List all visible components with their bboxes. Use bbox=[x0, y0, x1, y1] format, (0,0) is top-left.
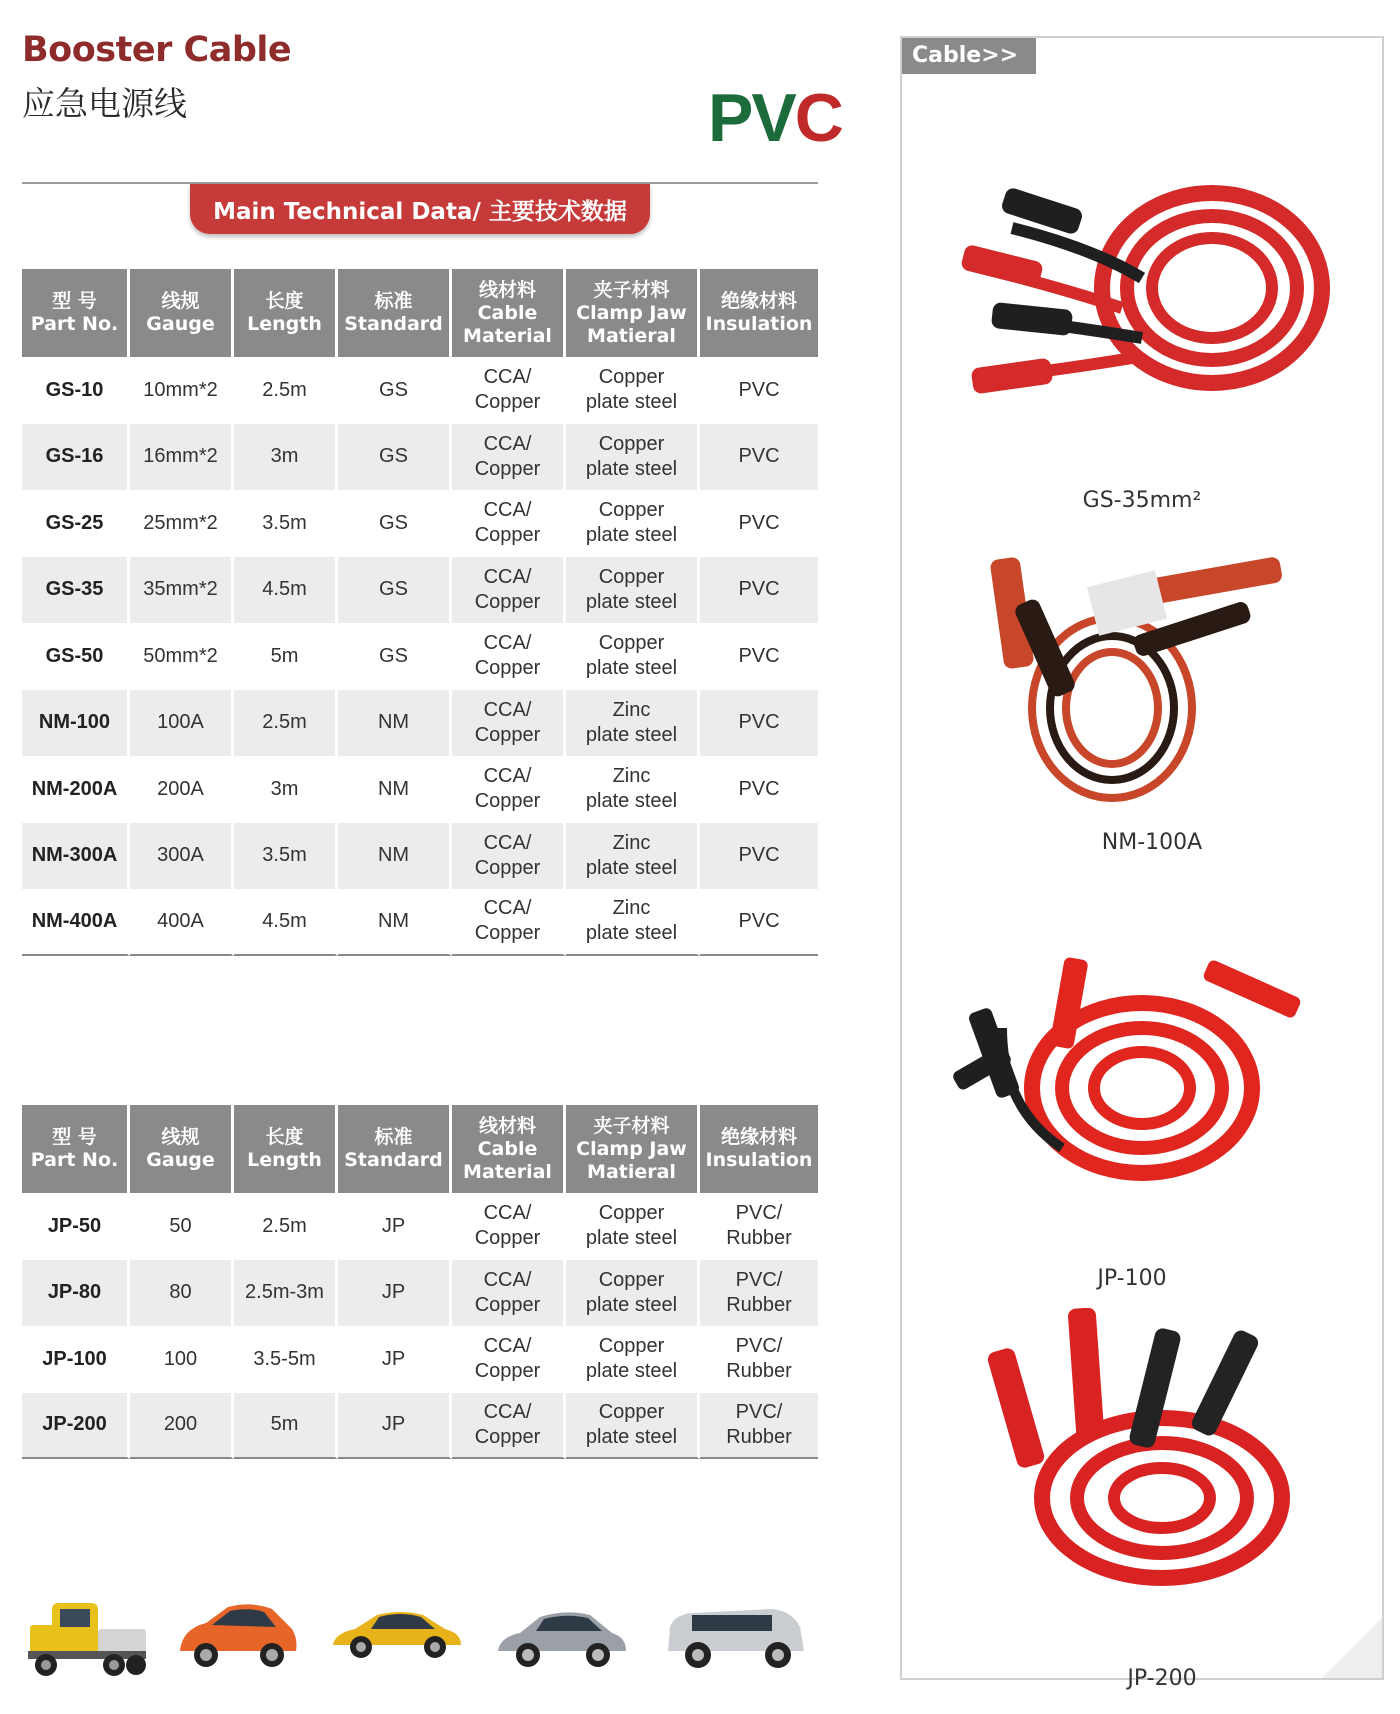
header-length bbox=[234, 269, 338, 357]
insulation-cell-text: PVC/ bbox=[735, 1268, 783, 1291]
product-caption: JP-100 bbox=[1097, 1266, 1167, 1291]
clamp-material-cell bbox=[566, 557, 700, 624]
product-caption: JP-200 bbox=[1127, 1666, 1197, 1691]
part-no-cell-text: NM-100 bbox=[38, 711, 111, 734]
panel-tab: Cable>> bbox=[902, 38, 1036, 74]
part-no-cell bbox=[22, 1326, 130, 1393]
gauge-cell bbox=[130, 889, 234, 956]
gauge-cell-text: 100 bbox=[163, 1347, 198, 1370]
insulation-cell-text: PVC bbox=[738, 844, 780, 867]
cable-image bbox=[942, 1308, 1342, 1608]
clamp-material-cell bbox=[566, 1193, 700, 1260]
part-no-cell bbox=[22, 557, 130, 624]
standard-cell-text: JP bbox=[381, 1281, 406, 1304]
cable-material-cell-text: CCA/ bbox=[483, 698, 532, 721]
header-en: Gauge bbox=[146, 1149, 215, 1171]
clamp-material-cell bbox=[566, 823, 700, 890]
cable-material-cell-text: CCA/ bbox=[483, 765, 532, 788]
product-panel bbox=[900, 36, 1384, 1691]
vehicle-strip bbox=[22, 1585, 818, 1685]
insulation-cell-text: Rubber bbox=[726, 1293, 792, 1316]
clamp-material-cell bbox=[566, 490, 700, 557]
product-caption: NM-100A bbox=[1101, 830, 1203, 855]
page-curl bbox=[1322, 1618, 1382, 1678]
insulation-cell-text: PVC bbox=[738, 909, 780, 932]
truck-image bbox=[22, 1585, 152, 1685]
product-caption: GS-35mm² bbox=[1082, 488, 1202, 513]
insulation-cell-text: PVC bbox=[738, 378, 780, 401]
clamp-material-cell-text: plate steel bbox=[585, 457, 678, 480]
pvc-logo-green: PV bbox=[708, 80, 795, 156]
clamp-material-cell-text: Zinc bbox=[612, 831, 651, 854]
table-row bbox=[22, 823, 818, 890]
cable-material-cell-text: Copper bbox=[474, 1425, 541, 1448]
table-row bbox=[22, 889, 818, 956]
clamp-material-cell-text: Zinc bbox=[612, 765, 651, 788]
insulation-cell bbox=[700, 823, 818, 890]
gauge-cell bbox=[130, 1393, 234, 1460]
clamp-material-cell-text: Copper bbox=[598, 1268, 665, 1291]
gauge-cell bbox=[130, 690, 234, 757]
length-cell bbox=[234, 490, 338, 557]
cable-material-cell-text: Copper bbox=[474, 657, 541, 680]
length-cell-text: 5m bbox=[270, 1413, 299, 1436]
length-cell-text: 4.5m bbox=[262, 578, 307, 601]
page-subtitle-cn: 应急电源线 bbox=[22, 84, 187, 123]
clamp-material-cell-text: plate steel bbox=[585, 524, 678, 547]
part-no-cell bbox=[22, 1193, 130, 1260]
insulation-cell bbox=[700, 357, 818, 424]
gauge-cell-text: 80 bbox=[169, 1281, 192, 1304]
cable-material-cell-text: Copper bbox=[474, 391, 541, 414]
header-cn: 标准 bbox=[374, 290, 413, 312]
header-standard bbox=[338, 269, 452, 357]
length-cell bbox=[234, 1326, 338, 1393]
header-cn: 型 号 bbox=[52, 1126, 97, 1148]
part-no-cell bbox=[22, 1393, 130, 1460]
clamp-material-cell-text: Copper bbox=[598, 565, 665, 588]
cable-material-cell bbox=[452, 557, 566, 624]
part-no-cell bbox=[22, 756, 130, 823]
standard-cell-text: NM bbox=[377, 777, 410, 800]
header-en: Part No. bbox=[30, 1149, 119, 1171]
suv-image bbox=[662, 1585, 812, 1685]
part-no-cell bbox=[22, 357, 130, 424]
header-en: Part No. bbox=[30, 313, 119, 335]
standard-cell bbox=[338, 889, 452, 956]
clamp-material-cell bbox=[566, 623, 700, 690]
cable-image bbox=[942, 948, 1342, 1208]
page-title: Booster Cable bbox=[22, 30, 292, 70]
standard-cell bbox=[338, 424, 452, 491]
clamp-material-cell-text: plate steel bbox=[585, 922, 678, 945]
gauge-cell-text: 35mm*2 bbox=[143, 578, 218, 601]
standard-cell bbox=[338, 823, 452, 890]
standard-cell bbox=[338, 1193, 452, 1260]
clamp-material-cell-text: plate steel bbox=[585, 590, 678, 613]
header-gauge bbox=[130, 269, 234, 357]
cable-material-cell-text: Copper bbox=[474, 790, 541, 813]
cable-material-cell-text: Copper bbox=[474, 590, 541, 613]
clamp-material-cell-text: plate steel bbox=[585, 1425, 678, 1448]
clamp-material-cell bbox=[566, 756, 700, 823]
part-no-cell-text: NM-200A bbox=[31, 777, 118, 800]
header-standard bbox=[338, 1105, 452, 1193]
clamp-material-cell-text: plate steel bbox=[585, 1360, 678, 1383]
clamp-material-cell-text: Copper bbox=[598, 1400, 665, 1423]
gauge-cell-text: 200A bbox=[157, 777, 204, 800]
length-cell bbox=[234, 756, 338, 823]
length-cell-text: 3.5m bbox=[262, 511, 307, 534]
clamp-material-cell bbox=[566, 1260, 700, 1327]
gauge-cell bbox=[130, 1326, 234, 1393]
part-no-cell-text: GS-16 bbox=[45, 445, 104, 468]
cable-image bbox=[942, 158, 1342, 458]
cable-material-cell bbox=[452, 357, 566, 424]
clamp-material-cell-text: Copper bbox=[598, 432, 665, 455]
header-en: Gauge bbox=[146, 313, 215, 335]
part-no-cell-text: NM-400A bbox=[31, 909, 118, 932]
insulation-cell-text: Rubber bbox=[726, 1425, 792, 1448]
cable-material-cell bbox=[452, 889, 566, 956]
standard-cell-text: NM bbox=[377, 909, 410, 932]
cable-material-cell-text: Copper bbox=[474, 524, 541, 547]
length-cell-text: 3m bbox=[270, 445, 299, 468]
cable-material-cell-text: CCA/ bbox=[483, 897, 532, 920]
header-cn: 长度 bbox=[265, 1126, 304, 1148]
clamp-material-cell-text: Copper bbox=[598, 632, 665, 655]
header-en: Insulation bbox=[705, 313, 813, 335]
part-no-cell bbox=[22, 623, 130, 690]
cable-material-cell-text: Copper bbox=[474, 723, 541, 746]
header-part-no bbox=[22, 269, 130, 357]
gauge-cell bbox=[130, 623, 234, 690]
clamp-material-cell bbox=[566, 357, 700, 424]
table-row bbox=[22, 490, 818, 557]
insulation-cell bbox=[700, 1260, 818, 1327]
clamp-material-cell-text: Copper bbox=[598, 499, 665, 522]
standard-cell bbox=[338, 490, 452, 557]
cable-material-cell-text: CCA/ bbox=[483, 432, 532, 455]
insulation-cell-text: PVC bbox=[738, 445, 780, 468]
standard-cell-text: JP bbox=[381, 1214, 406, 1237]
spec-table-body bbox=[22, 1193, 818, 1459]
table-row bbox=[22, 424, 818, 491]
standard-cell bbox=[338, 623, 452, 690]
insulation-cell-text: PVC bbox=[738, 711, 780, 734]
insulation-cell bbox=[700, 557, 818, 624]
insulation-cell bbox=[700, 1193, 818, 1260]
insulation-cell bbox=[700, 690, 818, 757]
standard-cell-text: GS bbox=[379, 378, 408, 401]
clamp-material-cell-text: plate steel bbox=[585, 723, 678, 746]
insulation-cell-text: PVC/ bbox=[735, 1202, 783, 1225]
clamp-material-cell-text: plate steel bbox=[585, 1227, 678, 1250]
length-cell bbox=[234, 1193, 338, 1260]
insulation-cell-text: PVC/ bbox=[735, 1400, 783, 1423]
insulation-cell bbox=[700, 756, 818, 823]
insulation-cell-text: PVC bbox=[738, 578, 780, 601]
cable-material-cell bbox=[452, 1260, 566, 1327]
gauge-cell bbox=[130, 490, 234, 557]
length-cell bbox=[234, 690, 338, 757]
clamp-material-cell bbox=[566, 1326, 700, 1393]
table-row bbox=[22, 1193, 818, 1260]
gauge-cell bbox=[130, 1260, 234, 1327]
section-banner: Main Technical Data/ 主要技术数据 bbox=[190, 184, 650, 234]
standard-cell bbox=[338, 357, 452, 424]
table-row bbox=[22, 756, 818, 823]
gauge-cell bbox=[130, 823, 234, 890]
cable-material-cell bbox=[452, 1326, 566, 1393]
cable-material-cell-text: CCA/ bbox=[483, 366, 532, 389]
standard-cell bbox=[338, 1260, 452, 1327]
cable-material-cell bbox=[452, 1193, 566, 1260]
part-no-cell bbox=[22, 823, 130, 890]
cable-material-cell-text: CCA/ bbox=[483, 831, 532, 854]
cable-material-cell bbox=[452, 1393, 566, 1460]
length-cell bbox=[234, 557, 338, 624]
header-cn: 标准 bbox=[374, 1126, 413, 1148]
cable-material-cell-text: CCA/ bbox=[483, 1400, 532, 1423]
part-no-cell-text: JP-50 bbox=[47, 1214, 102, 1237]
gauge-cell-text: 300A bbox=[157, 844, 204, 867]
clamp-material-cell-text: Zinc bbox=[612, 897, 651, 920]
cable-material-cell-text: Copper bbox=[474, 1360, 541, 1383]
header-cn: 夹子材料 bbox=[593, 1114, 670, 1137]
cable-material-cell-text: Copper bbox=[474, 922, 541, 945]
gauge-cell-text: 16mm*2 bbox=[143, 445, 218, 468]
gauge-cell bbox=[130, 557, 234, 624]
part-no-cell-text: GS-25 bbox=[45, 511, 104, 534]
header-gauge bbox=[130, 1105, 234, 1193]
header-part-no bbox=[22, 1105, 130, 1193]
table-row bbox=[22, 1260, 818, 1327]
standard-cell-text: NM bbox=[377, 711, 410, 734]
length-cell bbox=[234, 424, 338, 491]
table-row bbox=[22, 623, 818, 690]
length-cell-text: 3.5-5m bbox=[253, 1347, 316, 1370]
header-cn: 线规 bbox=[161, 1126, 200, 1148]
header-en: Length bbox=[247, 313, 322, 335]
length-cell bbox=[234, 889, 338, 956]
table-header-row bbox=[22, 269, 818, 357]
standard-cell-text: GS bbox=[379, 644, 408, 667]
length-cell-text: 5m bbox=[270, 644, 299, 667]
part-no-cell bbox=[22, 889, 130, 956]
gauge-cell-text: 100A bbox=[157, 711, 204, 734]
header-cable-material bbox=[452, 269, 566, 357]
length-cell-text: 3m bbox=[270, 777, 299, 800]
header-en: Cable Material bbox=[463, 301, 552, 347]
sedan-yellow-image bbox=[327, 1585, 467, 1685]
insulation-cell bbox=[700, 623, 818, 690]
clamp-material-cell-text: Copper bbox=[598, 1335, 665, 1358]
standard-cell-text: NM bbox=[377, 844, 410, 867]
gauge-cell bbox=[130, 1193, 234, 1260]
insulation-cell bbox=[700, 490, 818, 557]
cable-material-cell-text: CCA/ bbox=[483, 499, 532, 522]
length-cell-text: 3.5m bbox=[262, 844, 307, 867]
header-clamp-material bbox=[566, 1105, 700, 1193]
clamp-material-cell-text: Zinc bbox=[612, 698, 651, 721]
cable-material-cell-text: CCA/ bbox=[483, 1202, 532, 1225]
part-no-cell-text: GS-50 bbox=[45, 644, 104, 667]
standard-cell-text: GS bbox=[379, 511, 408, 534]
insulation-cell-text: PVC bbox=[738, 511, 780, 534]
header-cn: 线材料 bbox=[478, 278, 536, 301]
clamp-material-cell-text: Copper bbox=[598, 366, 665, 389]
pvc-logo bbox=[708, 80, 842, 156]
header-cn: 绝缘材料 bbox=[720, 290, 797, 312]
header-insulation bbox=[700, 269, 818, 357]
header-en: Insulation bbox=[705, 1149, 813, 1171]
part-no-cell-text: GS-35 bbox=[45, 578, 104, 601]
pvc-logo-red: C bbox=[794, 80, 842, 156]
header-en: Clamp Jaw Matieral bbox=[576, 1137, 687, 1183]
clamp-material-cell-text: plate steel bbox=[585, 1293, 678, 1316]
table-row bbox=[22, 557, 818, 624]
part-no-cell-text: JP-200 bbox=[42, 1413, 107, 1436]
header-en: Clamp Jaw Matieral bbox=[576, 301, 687, 347]
cable-material-cell-text: Copper bbox=[474, 1227, 541, 1250]
header-cn: 夹子材料 bbox=[593, 278, 670, 301]
cable-material-cell-text: Copper bbox=[474, 856, 541, 879]
header-en: Standard bbox=[344, 313, 443, 335]
header-cn: 绝缘材料 bbox=[720, 1126, 797, 1148]
cable-material-cell-text: CCA/ bbox=[483, 1335, 532, 1358]
cable-material-cell-text: CCA/ bbox=[483, 632, 532, 655]
length-cell-text: 4.5m bbox=[262, 909, 307, 932]
clamp-material-cell-text: Copper bbox=[598, 1202, 665, 1225]
sedan-silver-image bbox=[492, 1585, 632, 1685]
standard-cell-text: GS bbox=[379, 445, 408, 468]
spec-table-jp bbox=[22, 1105, 818, 1459]
part-no-cell-text: JP-100 bbox=[42, 1347, 107, 1370]
part-no-cell-text: NM-300A bbox=[31, 844, 118, 867]
gauge-cell-text: 25mm*2 bbox=[143, 511, 218, 534]
header-insulation bbox=[700, 1105, 818, 1193]
header-cn: 长度 bbox=[265, 290, 304, 312]
header-cn: 线规 bbox=[161, 290, 200, 312]
header-en: Length bbox=[247, 1149, 322, 1171]
part-no-cell-text: GS-10 bbox=[45, 378, 104, 401]
insulation-cell bbox=[700, 424, 818, 491]
insulation-cell bbox=[700, 889, 818, 956]
gauge-cell-text: 200 bbox=[163, 1413, 198, 1436]
insulation-cell-text: PVC/ bbox=[735, 1335, 783, 1358]
length-cell bbox=[234, 1393, 338, 1460]
part-no-cell bbox=[22, 1260, 130, 1327]
standard-cell-text: GS bbox=[379, 578, 408, 601]
insulation-cell-text: Rubber bbox=[726, 1227, 792, 1250]
cable-material-cell bbox=[452, 756, 566, 823]
clamp-material-cell bbox=[566, 889, 700, 956]
spec-table-gs-nm bbox=[22, 269, 818, 956]
header-cable-material bbox=[452, 1105, 566, 1193]
length-cell-text: 2.5m bbox=[262, 1214, 307, 1237]
insulation-cell bbox=[700, 1326, 818, 1393]
header-clamp-material bbox=[566, 269, 700, 357]
standard-cell bbox=[338, 1393, 452, 1460]
cable-material-cell-text: CCA/ bbox=[483, 565, 532, 588]
header-length bbox=[234, 1105, 338, 1193]
cable-material-cell bbox=[452, 823, 566, 890]
table-row bbox=[22, 1326, 818, 1393]
clamp-material-cell-text: plate steel bbox=[585, 790, 678, 813]
clamp-material-cell-text: plate steel bbox=[585, 391, 678, 414]
clamp-material-cell-text: plate steel bbox=[585, 657, 678, 680]
length-cell bbox=[234, 357, 338, 424]
cable-material-cell-text: Copper bbox=[474, 457, 541, 480]
header-en: Standard bbox=[344, 1149, 443, 1171]
gauge-cell-text: 400A bbox=[157, 909, 204, 932]
insulation-cell-text: PVC bbox=[738, 777, 780, 800]
clamp-material-cell-text: plate steel bbox=[585, 856, 678, 879]
gauge-cell-text: 50 bbox=[169, 1214, 192, 1237]
spec-table-body bbox=[22, 357, 818, 956]
part-no-cell-text: JP-80 bbox=[47, 1281, 102, 1304]
header-cn: 型 号 bbox=[52, 290, 97, 312]
standard-cell bbox=[338, 1326, 452, 1393]
cable-image bbox=[942, 538, 1342, 838]
gauge-cell-text: 10mm*2 bbox=[143, 378, 218, 401]
cable-material-cell bbox=[452, 424, 566, 491]
cable-material-cell-text: Copper bbox=[474, 1293, 541, 1316]
gauge-cell bbox=[130, 756, 234, 823]
standard-cell bbox=[338, 690, 452, 757]
clamp-material-cell bbox=[566, 1393, 700, 1460]
cable-material-cell bbox=[452, 623, 566, 690]
length-cell bbox=[234, 823, 338, 890]
standard-cell-text: JP bbox=[381, 1347, 406, 1370]
length-cell bbox=[234, 1260, 338, 1327]
gauge-cell bbox=[130, 424, 234, 491]
header-en: Cable Material bbox=[463, 1137, 552, 1183]
table-row bbox=[22, 357, 818, 424]
part-no-cell bbox=[22, 690, 130, 757]
hatchback-image bbox=[172, 1585, 302, 1685]
part-no-cell bbox=[22, 424, 130, 491]
length-cell-text: 2.5m-3m bbox=[245, 1281, 324, 1304]
cable-material-cell bbox=[452, 690, 566, 757]
cable-material-cell-text: CCA/ bbox=[483, 1268, 532, 1291]
table-header-row bbox=[22, 1105, 818, 1193]
length-cell bbox=[234, 623, 338, 690]
clamp-material-cell bbox=[566, 690, 700, 757]
clamp-material-cell bbox=[566, 424, 700, 491]
header-cn: 线材料 bbox=[478, 1114, 536, 1137]
length-cell-text: 2.5m bbox=[262, 378, 307, 401]
insulation-cell-text: PVC bbox=[738, 644, 780, 667]
standard-cell bbox=[338, 557, 452, 624]
gauge-cell bbox=[130, 357, 234, 424]
standard-cell-text: JP bbox=[381, 1413, 406, 1436]
cable-material-cell bbox=[452, 490, 566, 557]
part-no-cell bbox=[22, 490, 130, 557]
length-cell-text: 2.5m bbox=[262, 711, 307, 734]
standard-cell bbox=[338, 756, 452, 823]
insulation-cell-text: Rubber bbox=[726, 1360, 792, 1383]
gauge-cell-text: 50mm*2 bbox=[143, 644, 218, 667]
table-row bbox=[22, 1393, 818, 1460]
insulation-cell bbox=[700, 1393, 818, 1460]
table-row bbox=[22, 690, 818, 757]
